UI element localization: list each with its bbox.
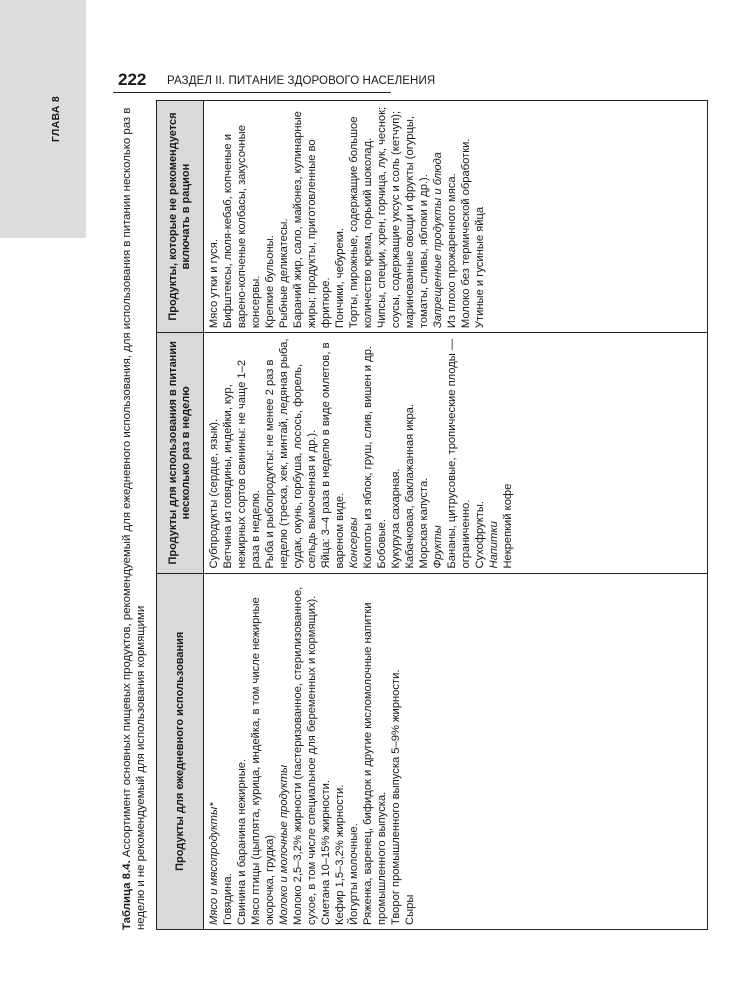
list-item: Сухофрукты. <box>474 500 486 569</box>
rotated-table-block <box>120 100 715 930</box>
list-item: Рыбные деликатесы. <box>278 218 290 329</box>
list-item: Утиные и гусиные яйца <box>474 206 486 329</box>
list-item: Кефир 1,5–3,2% жирности. <box>334 784 346 925</box>
list-item: Говядина. <box>222 873 234 925</box>
column-weekly <box>204 333 708 573</box>
list-item: Морская капуста. <box>418 477 430 569</box>
table-row <box>204 101 708 930</box>
list-item: Некрепкий кофе <box>502 483 514 569</box>
chapter-label: ГЛАВА 8 <box>50 95 62 143</box>
column-header-daily: Продукты для ежедневного использования <box>157 573 204 929</box>
list-item: Торты, пирожные, содержащие большое количество крема, горький шоколад. <box>348 116 374 329</box>
chapter-tab <box>0 0 86 238</box>
header-rule <box>113 92 391 93</box>
list-item: Бананы, цитрусовые, тропические плоды — ограниченно. <box>446 338 472 569</box>
column-not-recommended <box>204 101 708 333</box>
list-item: Крепкие бульоны. <box>264 235 276 329</box>
page-number: 222 <box>118 70 147 89</box>
list-item: Компоты из яблок, груш, слив, вишен и др. <box>362 345 374 569</box>
list-item: Ряженка, варенец, бифидок и другие кисломолочные напитки промышленного выпуска. <box>362 602 388 925</box>
list-item: Напитки <box>488 521 500 569</box>
list-item: Молоко без термической обработки. <box>460 138 472 329</box>
list-item: Мясо птицы (цыплята, курица, индейка, в том числе нежирные окорочка, грудка) <box>250 597 276 925</box>
list-item: Фрукты <box>432 525 444 569</box>
list-item: Мясо утки и гуся. <box>208 239 220 329</box>
caption-prefix: Таблица 8.4. <box>121 860 133 930</box>
list-item: Ветчина из говядины, индейки, кур, нежирных сортов свинины: не чаще 1–2 раза в неделю. <box>222 359 262 569</box>
column-header-weekly: Продукты для использования в питании несколько раз в неделю <box>157 333 204 573</box>
list-item: Сыры <box>404 894 416 925</box>
list-item: Свинина и баранина нежирные. <box>236 758 248 925</box>
list-item: Пончики, чебуреки. <box>334 227 346 329</box>
list-item: Рыба и рыбопродукты: не менее 2 раз в неделю (треска, хек, минтай, ледяная рыба, судак, окунь, горбуша, лосось, форель, сельдь вымоченная и др.). <box>264 338 318 569</box>
table-header-row <box>157 101 204 930</box>
list-item: Бобовые. <box>376 519 388 569</box>
list-item: Мясо и мясопродукты* <box>208 802 220 925</box>
list-item: Кабачковая, баклажанная икра. <box>404 403 416 569</box>
column-daily <box>204 573 708 929</box>
list-item: Сметана 10–15% жирности. <box>320 780 332 925</box>
list-item: Субпродукты (сердце, язык). <box>208 418 220 569</box>
list-item: Творог промышленного выпуска 5–9% жирности. <box>390 669 402 925</box>
list-item: Молоко и молочные продукты <box>278 764 290 925</box>
caption-text: Ассортимент основных пищевых продуктов, рекомендуемый для ежедневного использования, для использования в питании несколько раз в неделю и не рекомендуемый для использования кормящими <box>121 107 147 930</box>
list-item: Бараний жир, сало, майонез, кулинарные жиры; продукты, приготовленные во фритюре. <box>292 111 332 329</box>
list-item: Кукуруза сахарная. <box>390 468 402 569</box>
list-item: Йогурты молочные. <box>348 823 360 925</box>
list-item: Бифштексы, люля-кебаб, копченые и варено-копченые колбасы, закусочные консервы. <box>222 125 262 329</box>
list-item: Запрещенные продукты и блюда <box>432 152 444 329</box>
list-item: Молоко 2,5–3,2% жирности (пастеризованное, стерилизованное, сухое, в том числе специальное для беременных и кормящих). <box>292 586 318 925</box>
section-title: РАЗДЕЛ II. ПИТАНИЕ ЗДОРОВОГО НАСЕЛЕНИЯ <box>167 75 436 87</box>
table-caption <box>120 100 154 930</box>
list-item: Яйца: 3–4 раза в неделю в виде омлетов, в вареном виде. <box>320 342 346 569</box>
product-table <box>156 100 708 930</box>
list-item: Консервы <box>348 517 360 569</box>
list-item: Чипсы, специи, хрен, горчица, лук, чеснок; соусы, содержащие уксус и соль (кетчуп); маринованные овощи и фрукты (огурцы, томаты, сливы, яблоки и др.). <box>376 106 430 329</box>
list-item: Из плохо прожаренного мяса. <box>446 173 458 329</box>
column-header-not-recommended: Продукты, которые не рекомендуется включать в рацион <box>157 101 204 333</box>
